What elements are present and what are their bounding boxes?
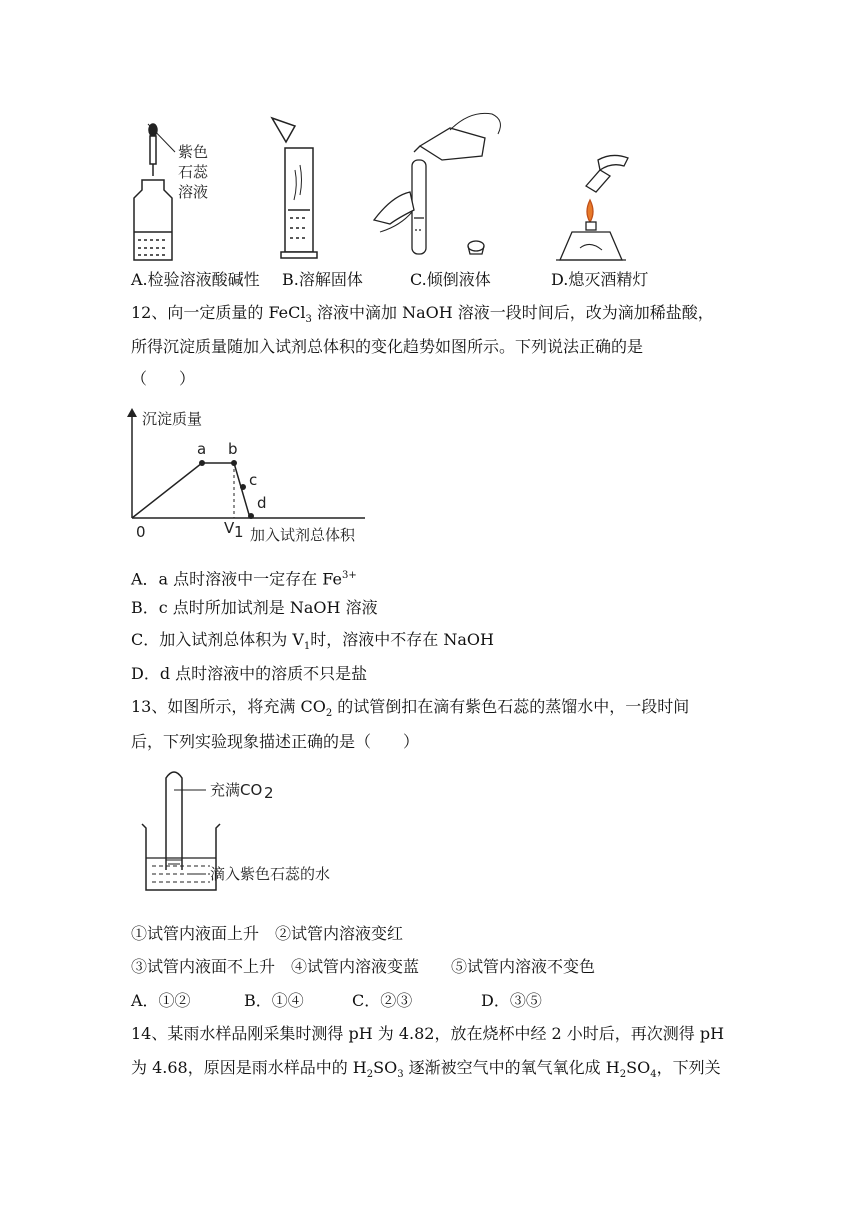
graph-point-b (231, 460, 237, 466)
apparatus-figures (120, 100, 640, 265)
figure-a-label-line1: 紫色 (178, 143, 209, 161)
graph-label-b: b (228, 440, 238, 458)
caption-a: A.检验溶液酸碱性 (131, 270, 260, 289)
graph-point-a (199, 460, 205, 466)
q13-option-c: C．②③ (352, 991, 413, 1010)
q13-statements-line1: ①试管内液面上升 ②试管内溶液变红 (131, 924, 404, 943)
figure-a-label-line2: 石蕊 (178, 163, 209, 181)
q12-option-d: D．d 点时溶液中的溶质不只是盐 (131, 664, 368, 683)
graph-y-arrow (127, 408, 137, 417)
q13-option-a: A．①② (131, 991, 191, 1010)
q12-stem-line2: 所得沉淀质量随加入试剂总体积的变化趋势如图所示。下列说法正确的是 (131, 337, 644, 356)
label-filled-co2: 充满CO (210, 781, 263, 799)
graph-v1-subscript: 1 (234, 523, 244, 541)
label-co2-subscript: 2 (264, 784, 274, 802)
q12-option-b: B．c 点时所加试剂是 NaOH 溶液 (131, 598, 378, 617)
graph-label-a: a (197, 440, 207, 458)
q13-statements-line2: ③试管内液面不上升 ④试管内溶液变蓝 ⑤试管内溶液不变色 (131, 957, 596, 976)
q12-precipitate-graph (120, 400, 380, 550)
q13-beaker-figure (130, 762, 390, 902)
caption-d: D.熄灭酒精灯 (551, 270, 649, 289)
graph-y-label: 沉淀质量 (142, 410, 203, 428)
figure-a-dropper-bottle (134, 124, 175, 260)
graph-x-label: 加入试剂总体积 (250, 526, 356, 544)
caption-c: C.倾倒液体 (410, 270, 491, 289)
label-litmus-water: 滴入紫色石蕊的水 (210, 865, 331, 883)
graph-curve (132, 463, 250, 518)
q12-answer-bracket: （ ） (131, 369, 196, 388)
graph-point-d (248, 513, 254, 519)
graph-point-c (240, 484, 246, 490)
q12-stem-line1: 12、向一定质量的 FeCl$_3$ 溶液中滴加 NaOH 溶液一段时间后，改为滴加稀盐酸， (131, 303, 714, 326)
q13-option-b: B．①④ (244, 991, 304, 1010)
q13-option-d: D．③⑤ (481, 991, 542, 1010)
graph-label-c: c (249, 471, 258, 489)
figure-c-pouring-liquid (374, 113, 500, 254)
q12-option-a: A．a 点时溶液中一定存在 $Fe^{3+}$ (131, 569, 357, 589)
q14-stem-line2: 为 4.68，原因是雨水样品中的 $H_2SO_3$ 逐渐被空气中的氧气氧化成 $H_2SO_4$，下列关 (131, 1058, 721, 1081)
graph-label-d: d (257, 494, 267, 512)
q12-option-c: C．加入试剂总体积为 $V_1$时，溶液中不存在 NaOH (131, 630, 494, 653)
q13-stem-line1: 13、如图所示，将充满 $CO_2$ 的试管倒扣在滴有紫色石蕊的蒸馏水中，一段时间 (131, 697, 690, 720)
inverted-test-tube (166, 772, 182, 870)
figure-d-alcohol-lamp (556, 155, 628, 260)
q14-stem-line1: 14、某雨水样品刚采集时测得 pH 为 4.82，放在烧杯中经 2 小时后，再次测得 pH (131, 1024, 725, 1043)
figure-a-label-line3: 溶液 (178, 183, 209, 201)
graph-v1-label: V (224, 519, 235, 537)
graph-origin-label: 0 (136, 523, 146, 541)
q13-stem-line2: 后，下列实验现象描述正确的是（ ） (131, 732, 420, 751)
caption-b: B.溶解固体 (282, 270, 363, 289)
figure-b-graduated-cylinder (272, 118, 317, 258)
